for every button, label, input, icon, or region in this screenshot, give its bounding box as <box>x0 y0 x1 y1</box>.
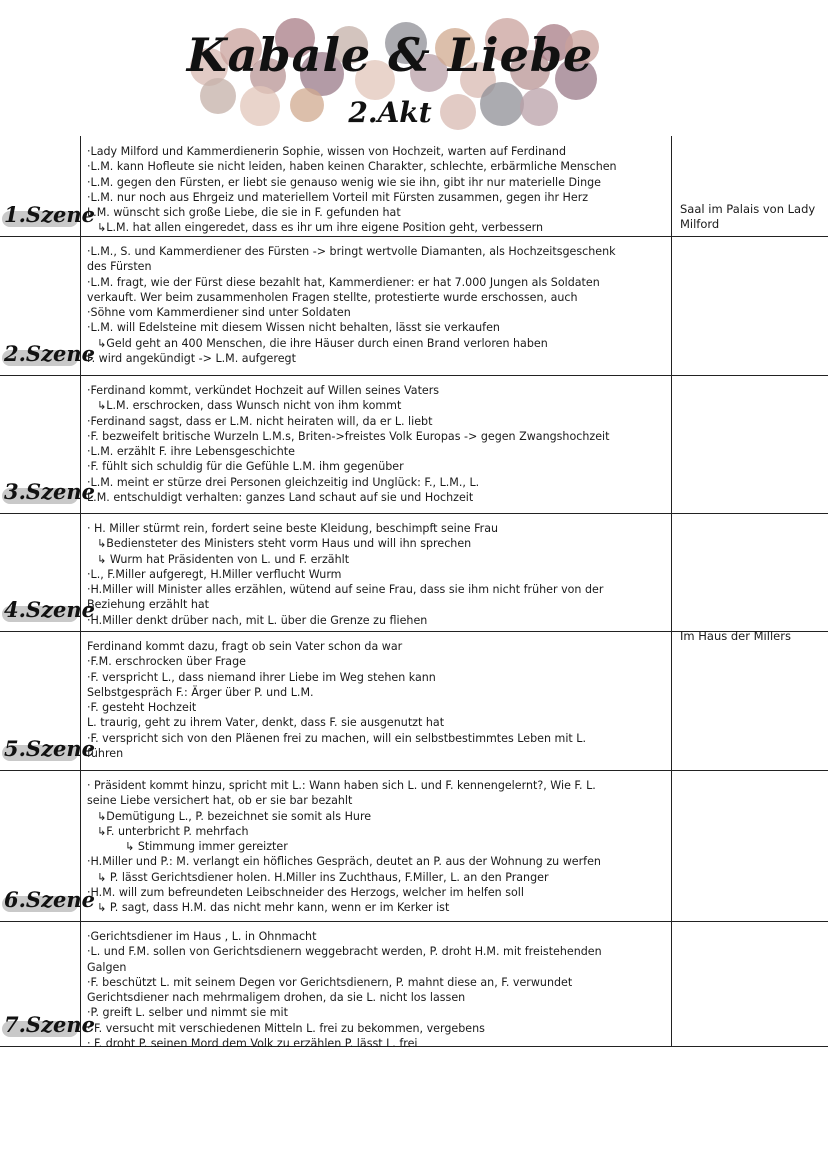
note-line: ↳Demütigung L., P. bezeichnet sie somit als Hure <box>97 809 372 823</box>
note-line: Beziehung erzählt hat <box>87 598 210 612</box>
note-line: ·Ferdinand sagst, dass er L.M. nicht heiraten will, da er L. liebt <box>87 414 433 428</box>
scene-location: Saal im Palais von Lady Milford <box>680 202 816 231</box>
scene-label <box>0 341 96 371</box>
note-line: ↳L.M. hat allen eingeredet, dass es ihr um ihre eigene Position geht, verbessern <box>97 221 544 235</box>
note-line: ↳ Wurm hat Präsidenten von L. und F. erzählt <box>97 552 350 566</box>
note-line: ·Lady Milford und Kammerdienerin Sophie, wissen von Hochzeit, warten auf Ferdinand <box>87 145 567 158</box>
note-line: Gerichtsdiener nach mehrmaligem drohen, da sie L. nicht los lassen <box>87 991 466 1005</box>
note-line: ·Gerichtsdiener im Haus , L. in Ohnmacht <box>87 930 317 943</box>
scene-row <box>0 375 828 514</box>
scene-label <box>0 736 96 766</box>
note-line: F. wird angekündigt -> L.M. aufgeregt <box>87 352 296 366</box>
scene-notes <box>87 144 671 236</box>
note-line: Galgen <box>87 960 127 974</box>
note-line: ·Söhne vom Kammerdiener sind unter Soldaten <box>87 306 351 320</box>
note-line: ·F. gesteht Hochzeit <box>87 701 197 715</box>
scene-label-text: 1.Szene <box>4 202 96 227</box>
note-line: ·L.M., S. und Kammerdiener des Fürsten -> bringt wertvolle Diamanten, als Hochzeitsgeschenk <box>87 245 616 258</box>
scene-label-text: 2.Szene <box>4 341 96 366</box>
scene-notes <box>87 244 671 366</box>
note-line: ·L., F.Miller aufgeregt, H.Miller verflucht Wurm <box>87 567 342 581</box>
note-line: ·H.M. will zum befreundeten Leibschneider des Herzogs, welcher im helfen soll <box>87 886 524 900</box>
note-line: ·H.Miller und P.: M. verlangt ein höfliches Gespräch, deutet an P. aus der Wohnung zu werfen <box>87 855 601 869</box>
note-line: L.M. entschuldigt verhalten: ganzes Land schaut auf sie und Hochzeit <box>87 491 474 505</box>
scene-label <box>0 887 96 917</box>
scene-label-text: 4.Szene <box>4 597 96 622</box>
scene-row <box>0 236 828 376</box>
note-line: ↳ P. lässt Gerichtsdiener holen. H.Miller ins Zuchthaus, F.Miller, L. an den Pranger <box>97 870 549 884</box>
note-line: ·P. greift L. selber und nimmt sie mit <box>87 1006 288 1020</box>
scene-content <box>80 375 672 513</box>
scene-notes <box>87 778 671 916</box>
note-line: ·L.M. fragt, wie der Fürst diese bezahlt hat, Kammerdiener: er hat 7.000 Jungen als Soldaten <box>87 275 600 289</box>
note-line: ·F.M. erschrocken über Frage <box>87 655 246 669</box>
scene-content <box>80 136 672 236</box>
note-line: des Fürsten <box>87 260 152 274</box>
note-line: · F. droht P. seinen Mord dem Volk zu erzählen P. lässt L. frei <box>87 1037 418 1051</box>
note-line: · F. versucht mit verschiedenen Mitteln L. frei zu bekommen, vergebens <box>87 1021 485 1035</box>
note-line: L. traurig, geht zu ihrem Vater, denkt, dass F. sie ausgenutzt hat <box>87 716 445 730</box>
note-line: ·F. beschützt L. mit seinem Degen vor Gerichtsdienern, P. mahnt diese an, F. verwundet <box>87 975 573 989</box>
scene-label-text: 7.Szene <box>4 1012 96 1037</box>
scene-label <box>0 597 96 627</box>
note-line: ↳L.M. erschrocken, dass Wunsch nicht von ihm kommt <box>97 399 402 413</box>
scene-row <box>0 631 828 771</box>
note-line: ·L.M. erzählt F. ihre Lebensgeschichte <box>87 445 295 459</box>
title-header <box>180 8 600 138</box>
scene-notes <box>87 929 671 1051</box>
scene-label <box>0 479 96 509</box>
note-line: ·F. verspricht sich von den Pläenen frei zu machen, will ein selbstbestimmtes Leben mit L. <box>87 731 586 745</box>
note-line: ↳ P. sagt, dass H.M. das nicht mehr kann, wenn er im Kerker ist <box>97 901 450 915</box>
note-line: ·H.Miller denkt drüber nach, mit L. über die Grenze zu fliehen <box>87 613 428 627</box>
scene-row <box>0 136 828 237</box>
note-line: ·F. fühlt sich schuldig für die Gefühle L.M. ihm gegenüber <box>87 460 404 474</box>
note-line: ↳Bediensteter des Ministers steht vorm Haus und will ihn sprechen <box>97 537 472 551</box>
note-line: ↳F. unterbricht P. mehrfach <box>97 824 249 838</box>
scene-row <box>0 513 828 643</box>
scene-content <box>80 631 672 770</box>
note-line: ·L.M. gegen den Fürsten, er liebt sie genauso wenig wie sie ihn, gibt ihr nur materielle Dinge <box>87 175 602 189</box>
scene-content <box>80 921 672 1051</box>
scene-content <box>80 236 672 375</box>
scene-content <box>80 770 672 921</box>
note-line: ·L.M. nur noch aus Ehrgeiz und materiellem Vorteil mit Fürsten zusammen, gegen ihr Herz <box>87 190 589 204</box>
scene-label <box>0 202 96 232</box>
note-line: ·F. bezweifelt britische Wurzeln L.M.s, Briten->freistes Volk Europas -> gegen Zwangshochzeit <box>87 429 610 443</box>
note-line: ·L.M. will Edelsteine mit diesem Wissen nicht behalten, lässt sie verkaufen <box>87 321 500 335</box>
note-line: ·L.M. kann Hofleute sie nicht leiden, haben keinen Charakter, schlechte, erbärmliche Menschen <box>87 160 617 174</box>
note-line: verkauft. Wer beim zusammenholen Fragen stellte, protestierte wurde erschossen, auch <box>87 290 578 304</box>
note-line: ↳Geld geht an 400 Menschen, die ihre Häuser durch einen Brand verloren haben <box>97 336 548 350</box>
scene-row <box>0 921 828 1051</box>
scene-label <box>0 1012 96 1042</box>
scene-notes <box>87 383 671 505</box>
note-line: ·H.Miller will Minister alles erzählen, wütend auf seine Frau, dass sie ihm nicht früher von der <box>87 583 604 597</box>
note-line: führen <box>87 747 124 761</box>
note-line: ·L.M. meint er stürze drei Personen gleichzeitig ind Unglück: F., L.M., L. <box>87 475 480 489</box>
note-line: ·F. verspricht L., dass niemand ihrer Liebe im Weg stehen kann <box>87 670 436 684</box>
note-line: L.M. wünscht sich große Liebe, die sie in F. gefunden hat <box>87 206 401 220</box>
scene-notes <box>87 521 671 628</box>
page-title: Kabale & Liebe <box>186 28 594 82</box>
note-line: · Präsident kommt hinzu, spricht mit L.: Wann haben sich L. und F. kennengelernt?, Wie F. L. <box>87 779 596 792</box>
scene-content <box>80 513 672 631</box>
scene-location: Im Haus der Millers <box>680 629 791 643</box>
act-subtitle: 2.Akt <box>348 96 432 129</box>
note-line: Selbstgespräch F.: Ärger über P. und L.M. <box>87 685 314 699</box>
scene-row <box>0 770 828 922</box>
scene-label-text: 3.Szene <box>4 479 96 504</box>
note-line: ·Ferdinand kommt, verkündet Hochzeit auf Willen seines Vaters <box>87 384 440 397</box>
note-line: ↳ Stimmung immer gereizter <box>125 840 288 854</box>
note-line: Ferdinand kommt dazu, fragt ob sein Vater schon da war <box>87 640 403 653</box>
scene-notes <box>87 639 671 761</box>
note-line: ·L. und F.M. sollen von Gerichtsdienern weggebracht werden, P. droht H.M. mit freistehenden <box>87 945 602 959</box>
note-line: · H. Miller stürmt rein, fordert seine beste Kleidung, beschimpft seine Frau <box>87 522 499 535</box>
scene-label-text: 5.Szene <box>4 736 96 761</box>
note-line: seine Liebe versichert hat, ob er sie bar bezahlt <box>87 794 353 808</box>
scene-label-text: 6.Szene <box>4 887 96 912</box>
